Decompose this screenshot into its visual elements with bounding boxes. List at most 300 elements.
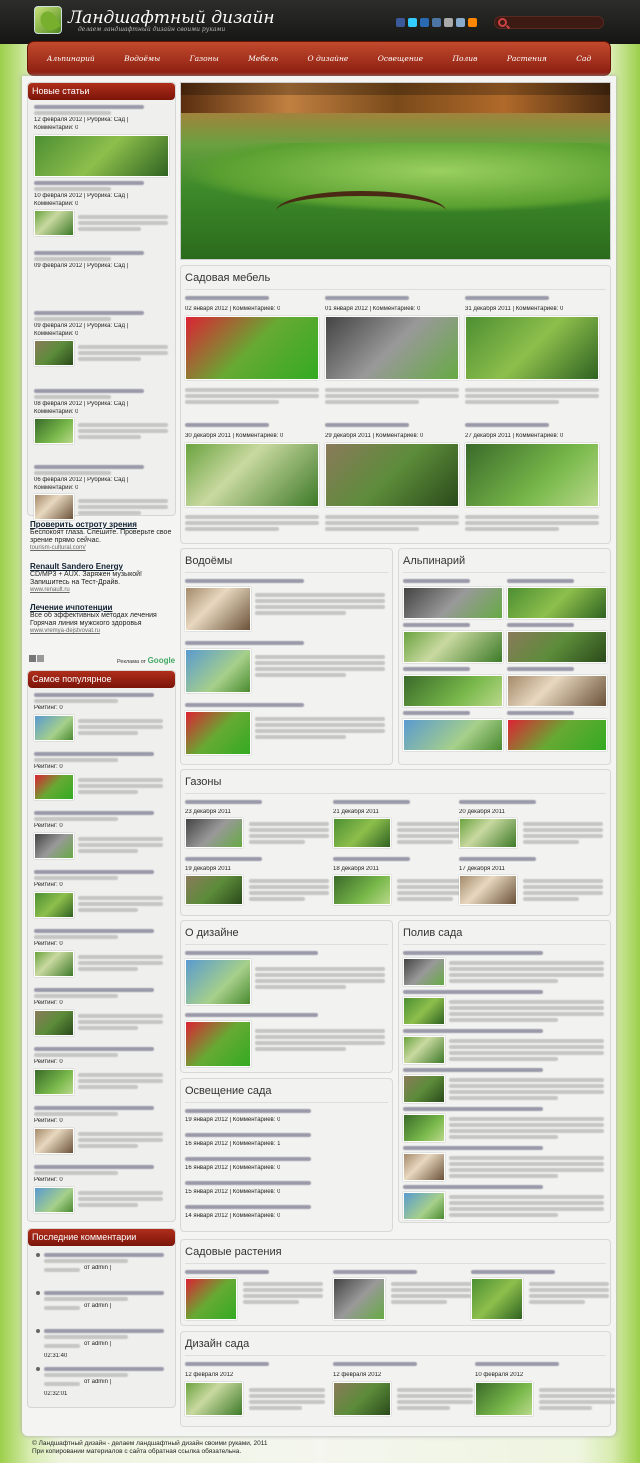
alpine-title-link[interactable]	[507, 623, 574, 627]
design-title-link[interactable]	[185, 1013, 318, 1017]
popular-rating: Рейтинг: 0	[34, 882, 63, 888]
blurred-text	[449, 1117, 604, 1121]
popular-title-link[interactable]	[34, 1106, 154, 1110]
furniture-image[interactable]	[465, 443, 599, 507]
popular-box	[27, 670, 176, 1222]
blurred-text	[255, 1041, 385, 1045]
lawn-image[interactable]	[185, 818, 243, 848]
irrigation-title-link[interactable]	[403, 1068, 543, 1072]
alpine-image[interactable]	[403, 719, 503, 751]
blurred-text	[255, 973, 385, 977]
popular-thumbnail[interactable]	[34, 892, 74, 918]
blurred-text	[523, 879, 603, 883]
blurred-text	[185, 388, 319, 392]
lawn-image[interactable]	[459, 875, 517, 905]
leaf-logo-icon[interactable]	[34, 6, 62, 34]
water-title-link[interactable]	[185, 579, 304, 583]
lawn-date: 21 декабря 2011	[333, 809, 379, 815]
furniture-meta: 27 декабря 2011 | Комментариев: 0	[465, 433, 564, 439]
blurred-text	[539, 1400, 615, 1404]
footer-notice: При копировании материалов с сайта обратная ссылка обязательна.	[32, 1448, 242, 1455]
water-image[interactable]	[185, 649, 251, 693]
bullet	[36, 1253, 40, 1257]
blurred-text	[449, 1207, 604, 1211]
water-title-link[interactable]	[185, 641, 304, 645]
ad-title[interactable]: Лечение ичпотенции	[30, 603, 113, 612]
irrigation-title-link[interactable]	[403, 951, 543, 955]
blurred-text	[249, 828, 329, 832]
blurred-text	[539, 1388, 615, 1392]
blurred-text	[529, 1300, 585, 1304]
comment-author: от admin |	[84, 1379, 112, 1385]
blurred-text	[44, 1344, 80, 1348]
irrigation-image[interactable]	[403, 1075, 445, 1103]
blurred-text	[449, 961, 604, 965]
nav-item[interactable]: О дизайне	[307, 54, 349, 63]
lawn-image[interactable]	[333, 875, 391, 905]
blurred-text	[255, 1035, 385, 1039]
blurred-text	[397, 1400, 473, 1404]
lawn-image[interactable]	[333, 818, 391, 848]
lighting-meta: 14 января 2012 | Комментариев: 0	[185, 1213, 281, 1219]
popular-thumbnail[interactable]	[34, 951, 74, 977]
lawn-date: 17 декабря 2011	[459, 866, 505, 872]
alpine-image[interactable]	[507, 587, 607, 619]
popular-title-link	[34, 758, 118, 762]
blurred-text	[78, 784, 163, 788]
alpine-title-link[interactable]	[403, 623, 470, 627]
blurred-text	[78, 896, 163, 900]
blurred-text	[449, 1174, 558, 1178]
blurred-text	[78, 837, 163, 841]
comment-time: 02:32:01	[44, 1391, 68, 1397]
comment-link[interactable]	[44, 1291, 164, 1295]
plant-image[interactable]	[185, 1278, 237, 1320]
alpine-image[interactable]	[403, 587, 503, 619]
irrigation-title-link[interactable]	[403, 1029, 543, 1033]
garden-date: 12 февраля 2012	[333, 1372, 382, 1378]
plant-title-link[interactable]	[333, 1270, 417, 1274]
plant-image[interactable]	[333, 1278, 385, 1320]
furniture-meta: 29 декабря 2011 | Комментариев: 0	[325, 433, 424, 439]
alpine-image[interactable]	[507, 719, 607, 751]
nav-item[interactable]: Мебель	[248, 54, 279, 63]
garden-title-link[interactable]	[333, 1362, 417, 1366]
popular-rating: Рейтинг: 0	[34, 1177, 63, 1183]
blurred-text	[255, 979, 385, 983]
popular-title-link[interactable]	[34, 1047, 154, 1051]
blurred-text	[397, 1406, 450, 1410]
comment-link	[44, 1297, 128, 1301]
water-image[interactable]	[185, 711, 251, 755]
garden-image[interactable]	[333, 1382, 391, 1416]
alpine-title-link[interactable]	[507, 667, 574, 671]
article-thumbnail[interactable]	[34, 135, 169, 177]
nav-item[interactable]: Полив	[452, 54, 478, 63]
blurred-text	[185, 394, 319, 398]
blurred-text	[449, 1090, 604, 1094]
design-image[interactable]	[185, 1021, 251, 1067]
ad-title[interactable]: Проверить остроту зрения	[30, 520, 137, 529]
furniture-image[interactable]	[325, 316, 459, 380]
furniture-title-link[interactable]	[325, 423, 409, 427]
email-icon[interactable]	[456, 18, 465, 27]
prev-arrow-icon[interactable]	[29, 655, 36, 662]
popular-rating: Рейтинг: 0	[34, 941, 63, 947]
blurred-text	[397, 897, 453, 901]
footer-copyright: © Ландшафтный дизайн - делаем ландшафтный дизайн своими руками, 2011	[32, 1440, 268, 1447]
blurred-text	[78, 1138, 163, 1142]
blurred-text	[325, 394, 459, 398]
vkontakte-icon[interactable]	[432, 18, 441, 27]
lawn-title-link[interactable]	[185, 857, 262, 861]
nav-item[interactable]: Газоны	[189, 54, 219, 63]
blurred-text	[391, 1294, 471, 1298]
ad-title[interactable]: Renault Sandero Energy	[30, 562, 123, 571]
water-title-link[interactable]	[185, 703, 304, 707]
blurred-text	[249, 897, 305, 901]
ad-url[interactable]: tourism-cultural.com/	[30, 545, 86, 551]
hero-slider[interactable]	[180, 82, 611, 260]
irrigation-image[interactable]	[403, 1036, 445, 1064]
next-arrow-icon[interactable]	[37, 655, 44, 662]
comment-link[interactable]	[44, 1329, 164, 1333]
blurred-text	[523, 840, 579, 844]
divider	[403, 944, 606, 945]
article-title-link	[34, 395, 111, 399]
search-input[interactable]	[494, 16, 604, 29]
article-title-link[interactable]	[34, 251, 144, 255]
alpine-image[interactable]	[403, 675, 503, 707]
popular-title-link[interactable]	[34, 1165, 154, 1169]
nav-item[interactable]: Растения	[506, 54, 547, 63]
blurred-text	[78, 1020, 163, 1024]
alpine-image[interactable]	[507, 631, 607, 663]
alpine-title: Альпинарий	[403, 555, 466, 567]
article-thumbnail[interactable]	[34, 210, 74, 236]
design-panel	[180, 920, 393, 1073]
furniture-image[interactable]	[325, 443, 459, 507]
blurred-text	[78, 351, 168, 355]
design-image[interactable]	[185, 959, 251, 1005]
article-comments: Комментарии: 0	[34, 485, 79, 491]
popular-title-link[interactable]	[34, 693, 154, 697]
comments-box	[27, 1228, 176, 1408]
blurred-text	[397, 1388, 473, 1392]
furniture-title-link[interactable]	[185, 423, 269, 427]
popular-title-link	[34, 876, 118, 880]
blurred-text	[523, 828, 603, 832]
divider	[185, 1355, 606, 1356]
ad-unit[interactable]	[30, 520, 175, 551]
blurred-text	[449, 1195, 604, 1199]
popular-thumbnail[interactable]	[34, 1128, 74, 1154]
blurred-text	[449, 1201, 604, 1205]
blurred-text	[449, 1000, 604, 1004]
lighting-title-link[interactable]	[185, 1133, 311, 1137]
alpine-title-link[interactable]	[403, 579, 470, 583]
plant-image[interactable]	[471, 1278, 523, 1320]
ads-nav[interactable]	[29, 655, 45, 663]
comment-author: от admin |	[84, 1303, 112, 1309]
blurred-text	[78, 1203, 138, 1207]
lawn-image[interactable]	[185, 875, 243, 905]
popular-title-link[interactable]	[34, 870, 154, 874]
irrigation-image[interactable]	[403, 997, 445, 1025]
popular-title-link[interactable]	[34, 752, 154, 756]
furniture-title-link[interactable]	[465, 423, 549, 427]
comment-time: 02:31:40	[44, 1353, 68, 1359]
popular-title-link	[34, 1053, 118, 1057]
irrigation-image[interactable]	[403, 1153, 445, 1181]
blurred-text	[78, 961, 163, 965]
blurred-text	[78, 843, 163, 847]
lighting-title-link[interactable]	[185, 1181, 311, 1185]
lighting-panel	[180, 1078, 393, 1232]
rss-icon[interactable]	[468, 18, 477, 27]
mail-icon[interactable]	[444, 18, 453, 27]
blurred-text	[255, 1047, 346, 1051]
water-panel	[180, 548, 393, 765]
blurred-text	[255, 735, 346, 739]
blurred-text	[325, 527, 419, 531]
blurred-text	[78, 1026, 138, 1030]
furniture-title-link[interactable]	[185, 296, 269, 300]
blurred-text	[185, 527, 279, 531]
blurred-text	[255, 667, 385, 671]
furniture-image[interactable]	[185, 443, 319, 507]
blurred-text	[449, 1096, 558, 1100]
popular-title-link	[34, 1112, 118, 1116]
lawn-date: 20 декабря 2011	[459, 809, 505, 815]
popular-thumbnail[interactable]	[34, 1010, 74, 1036]
furniture-title-link[interactable]	[325, 296, 409, 300]
blurred-text	[449, 1213, 558, 1217]
design-title: О дизайне	[185, 927, 239, 939]
alpine-title-link[interactable]	[507, 579, 574, 583]
main-nav	[27, 41, 611, 76]
blurred-text	[449, 973, 604, 977]
popular-thumbnail[interactable]	[34, 715, 74, 741]
blurred-text	[523, 834, 603, 838]
blurred-text	[449, 1051, 604, 1055]
blurred-text	[255, 1029, 385, 1033]
article-comments: Комментарии: 0	[34, 409, 79, 415]
lawn-date: 23 декабря 2011	[185, 809, 231, 815]
nav-item[interactable]: Альпинарий	[46, 54, 95, 63]
blurred-text	[78, 1191, 163, 1195]
furniture-meta: 01 января 2012 | Комментариев: 0	[325, 306, 421, 312]
ad-url[interactable]: www.vremya-dejstvovat.ru	[30, 628, 101, 634]
blurred-text	[465, 388, 599, 392]
nav-item[interactable]: Сад	[576, 54, 592, 63]
article-title-link[interactable]	[34, 389, 144, 393]
popular-thumbnail[interactable]	[34, 1069, 74, 1095]
lighting-title-link[interactable]	[185, 1109, 311, 1113]
blurred-text	[523, 891, 603, 895]
blurred-text	[249, 1388, 325, 1392]
irrigation-title-link[interactable]	[403, 1107, 543, 1111]
ads-label: Реклама от	[117, 659, 147, 665]
article-title-link	[34, 257, 111, 261]
nav-item[interactable]: Водоёмы	[124, 54, 161, 63]
blurred-text	[78, 725, 163, 729]
article-comments: Комментарии: 0	[34, 201, 79, 207]
article-title-link[interactable]	[34, 311, 144, 315]
blurred-text	[465, 521, 599, 525]
water-image[interactable]	[185, 587, 251, 631]
blurred-text	[44, 1382, 80, 1386]
irrigation-title-link[interactable]	[403, 990, 543, 994]
alpine-title-link[interactable]	[403, 667, 470, 671]
furniture-meta: 02 января 2012 | Комментариев: 0	[185, 306, 281, 312]
irrigation-image[interactable]	[403, 1192, 445, 1220]
lawn-title-link[interactable]	[333, 857, 410, 861]
blurred-text	[255, 605, 385, 609]
blurred-text	[449, 1135, 558, 1139]
article-title-link	[34, 111, 111, 115]
popular-title-link[interactable]	[34, 929, 154, 933]
ad-text: Все об эффективных методах лечения Горячая линия мужского здоровья	[30, 612, 157, 627]
blurred-text	[449, 1168, 604, 1172]
irrigation-title: Полив сада	[403, 927, 463, 939]
popular-title-link	[34, 699, 118, 703]
alpine-image[interactable]	[507, 675, 607, 707]
lawn-date: 19 декабря 2011	[185, 866, 231, 872]
lighting-title-link[interactable]	[185, 1205, 311, 1209]
blurred-text	[249, 1406, 302, 1410]
blurred-text	[78, 221, 168, 225]
design-title-link[interactable]	[185, 951, 318, 955]
furniture-title-link[interactable]	[465, 296, 549, 300]
site-title[interactable]: Ландшафтный дизайн	[68, 8, 275, 28]
popular-thumbnail[interactable]	[34, 833, 74, 859]
popular-rating: Рейтинг: 0	[34, 823, 63, 829]
lawn-title-link[interactable]	[333, 800, 410, 804]
nav-item[interactable]: Освещение	[377, 54, 424, 63]
article-meta: 10 февраля 2012 | Рубрика: Сад |	[34, 193, 129, 199]
furniture-image[interactable]	[185, 316, 319, 380]
article-thumbnail[interactable]	[34, 340, 74, 366]
furniture-image[interactable]	[465, 316, 599, 380]
blurred-text	[78, 731, 138, 735]
google-brand: Google	[147, 656, 176, 665]
garden-image[interactable]	[185, 1382, 243, 1416]
popular-thumbnail[interactable]	[34, 774, 74, 800]
irrigation-image[interactable]	[403, 1114, 445, 1142]
lighting-title: Освещение сада	[185, 1085, 272, 1097]
blurred-text	[391, 1282, 471, 1286]
twitter-icon[interactable]	[408, 18, 417, 27]
lawn-title-link[interactable]	[185, 800, 262, 804]
article-thumbnail[interactable]	[34, 494, 74, 520]
blurred-text	[78, 227, 141, 231]
irrigation-image[interactable]	[403, 958, 445, 986]
blurred-text	[255, 717, 385, 721]
popular-title-link	[34, 994, 118, 998]
blurred-text	[449, 1129, 604, 1133]
comment-author: от admin |	[84, 1265, 112, 1271]
article-title-link[interactable]	[34, 105, 144, 109]
popular-title-link	[34, 817, 118, 821]
blurred-text	[243, 1288, 323, 1292]
popular-rating: Рейтинг: 0	[34, 1059, 63, 1065]
comment-link[interactable]	[44, 1253, 164, 1257]
irrigation-title-link[interactable]	[403, 1185, 543, 1189]
irrigation-title-link[interactable]	[403, 1146, 543, 1150]
lawn-image[interactable]	[459, 818, 517, 848]
blurred-text	[449, 1156, 604, 1160]
ad-unit[interactable]	[30, 562, 175, 593]
plants-panel	[180, 1239, 611, 1326]
blurred-text	[255, 673, 346, 677]
popular-thumbnail[interactable]	[34, 1187, 74, 1213]
article-thumbnail[interactable]	[34, 418, 74, 444]
lawn-title-link[interactable]	[459, 800, 536, 804]
comment-link	[44, 1335, 128, 1339]
ads-by-google[interactable]	[117, 656, 175, 665]
article-title-link[interactable]	[34, 465, 144, 469]
site-subtitle: делаем ландшафтный дизайн своими руками	[78, 26, 226, 33]
garden-image[interactable]	[475, 1382, 533, 1416]
popular-title-link[interactable]	[34, 811, 154, 815]
comment-link[interactable]	[44, 1367, 164, 1371]
alpine-title-link[interactable]	[507, 711, 574, 715]
blurred-text	[185, 515, 319, 519]
blurred-text	[249, 840, 305, 844]
lighting-meta: 16 января 2012 | Комментариев: 0	[185, 1165, 281, 1171]
blurred-text	[255, 967, 385, 971]
article-comments: Комментарии: 0	[34, 331, 79, 337]
blurred-text	[325, 400, 419, 404]
article-meta: 12 февраля 2012 | Рубрика: Сад |	[34, 117, 129, 123]
facebook-icon[interactable]	[396, 18, 405, 27]
blurred-text	[449, 1039, 604, 1043]
article-meta: 09 февраля 2012 | Рубрика: Сад |	[34, 323, 129, 329]
alpine-title-link[interactable]	[403, 711, 470, 715]
ad-unit[interactable]	[30, 603, 175, 634]
comment-author: от admin |	[84, 1341, 112, 1347]
blurred-text	[249, 885, 329, 889]
livejournal-icon[interactable]	[420, 18, 429, 27]
furniture-meta: 30 декабря 2011 | Комментариев: 0	[185, 433, 284, 439]
lighting-title-link[interactable]	[185, 1157, 311, 1161]
plant-title-link[interactable]	[185, 1270, 269, 1274]
blurred-text	[78, 1014, 163, 1018]
popular-title-link	[34, 935, 118, 939]
ad-url[interactable]: www.renault.ru	[30, 587, 70, 593]
blurred-text	[78, 908, 138, 912]
alpine-image[interactable]	[403, 631, 503, 663]
garden-title-link[interactable]	[185, 1362, 269, 1366]
bullet	[36, 1329, 40, 1333]
lawn-title-link[interactable]	[459, 857, 536, 861]
garden-date: 10 февраля 2012	[475, 1372, 524, 1378]
blurred-text	[391, 1288, 471, 1292]
blurred-text	[78, 849, 138, 853]
article-title-link	[34, 187, 111, 191]
lawns-panel	[180, 769, 611, 916]
plant-title-link[interactable]	[471, 1270, 555, 1274]
garden-title-link[interactable]	[475, 1362, 559, 1366]
new-articles-title: Новые статьи	[28, 83, 175, 100]
blurred-text	[391, 1300, 447, 1304]
popular-title-link[interactable]	[34, 988, 154, 992]
article-title-link[interactable]	[34, 181, 144, 185]
blurred-text	[78, 1079, 163, 1083]
divider	[185, 289, 606, 290]
search-icon[interactable]	[498, 18, 507, 27]
